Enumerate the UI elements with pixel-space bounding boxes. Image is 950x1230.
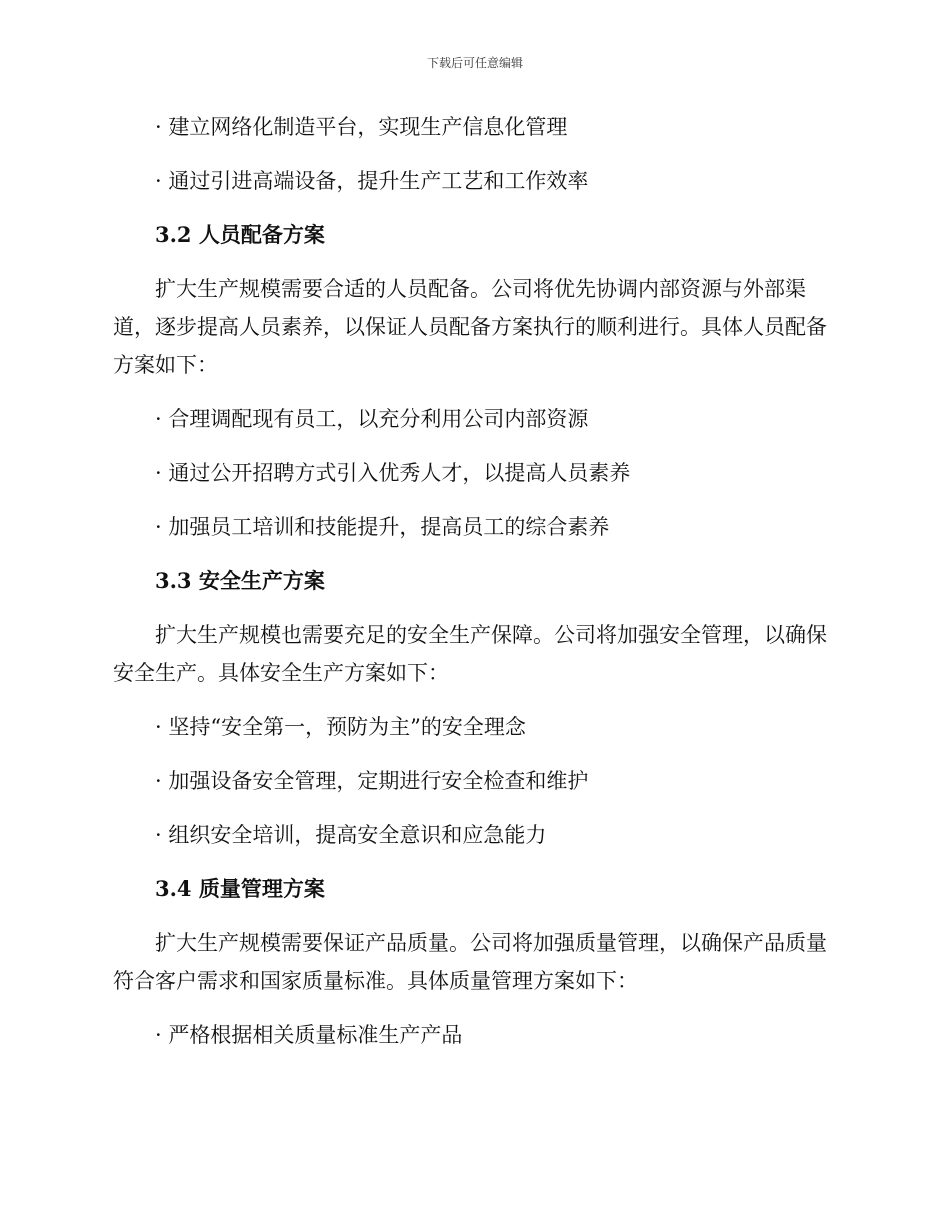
page-header: 下载后可任意编辑: [426, 56, 523, 70]
bullet-item: · 通过公开招聘方式引入优秀人才，以提高人员素养: [155, 461, 631, 485]
section-heading-3-3: 3.3 安全生产方案: [155, 568, 325, 593]
bullet-item: · 建立网络化制造平台，实现生产信息化管理: [155, 115, 568, 139]
bullet-item: · 加强设备安全管理，定期进行安全检查和维护: [155, 769, 589, 793]
document-body: [113, 108, 831, 1070]
bullet-item: · 合理调配现有员工，以充分利用公司内部资源: [155, 407, 589, 431]
bullet-item: · 严格根据相关质量标准生产产品: [155, 1023, 463, 1047]
section-heading-3-4: 3.4 质量管理方案: [155, 876, 325, 901]
paragraph: 扩大生产规模需要保证产品质量。公司将加强质量管理，以确保产品质量符合客户需求和国家质量标准。具体质量管理方案如下：: [113, 931, 827, 993]
bullet-item: · 通过引进高端设备，提升生产工艺和工作效率: [155, 169, 589, 193]
paragraph: 扩大生产规模也需要充足的安全生产保障。公司将加强安全管理，以确保安全生产。具体安全生产方案如下：: [113, 623, 827, 685]
bullet-item: · 加强员工培训和技能提升，提高员工的综合素养: [155, 515, 610, 539]
bullet-item: · 坚持“安全第一，预防为主”的安全理念: [155, 715, 526, 739]
section-heading-3-2: 3.2 人员配备方案: [155, 222, 325, 247]
paragraph: 扩大生产规模需要合适的人员配备。公司将优先协调内部资源与外部渠道，逐步提高人员素养，以保证人员配备方案执行的顺利进行。具体人员配备方案如下：: [113, 277, 827, 377]
bullet-item: · 组织安全培训，提高安全意识和应急能力: [155, 823, 547, 847]
